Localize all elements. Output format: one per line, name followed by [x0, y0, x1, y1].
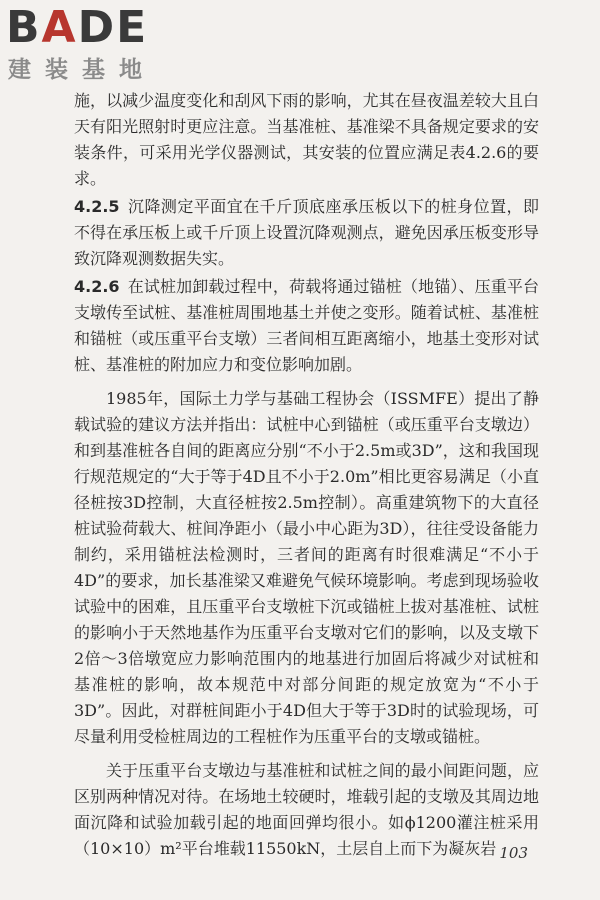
page-number: 103: [499, 844, 528, 862]
section-number: 4.2.6: [74, 277, 120, 296]
paragraph-continuation: [74, 88, 539, 192]
paragraph-issmfe: [74, 386, 539, 750]
section-number: 4.2.5: [74, 197, 120, 216]
paragraph-text: 1985年，国际土力学与基础工程协会（ISSMFE）提出了静载试验的建议方法并指出：试桩中心到锚桩（或压重平台支墩边）和到基准桩各自间的距离应分别“不小于2.5m或3D”，这和我国现行规范规定的“大于等于4D且不小于2.0m”相比更容易满足（小直径桩按3D控制，大直径桩按2.5m控制）。高重建筑物下的大直径桩试验荷载大、桩间净距小（最小中心距为3D），往往受设备能力制约，采用锚桩法检测时，三者间的距离有时很难满足“不小于4D”的要求，加长基准梁又难避免气候环境影响。考虑到现场验收试验中的困难，且压重平台支墩桩下沉或锚桩上拔对基准桩、试桩的影响小于天然地基作为压重平台支墩对它们的影响，以及支墩下2倍～3倍墩宽应力影响范围内的地基进行加固后将减少对试桩和基准桩的影响，故本规范中对部分间距的规定放宽为“不小于3D”。因此，对群桩间距小于4D但大于等于3D时的试验现场，可尽量利用受检桩周边的工程桩作为压重平台的支墩或锚桩。: [74, 389, 539, 746]
paragraph-spacing: [74, 758, 539, 862]
paragraph-text: 沉降测定平面宜在千斤顶底座承压板以下的桩身位置，即不得在承压板上或千斤顶上设置沉降观测点，避免因承压板变形导致沉降观测数据失实。: [74, 197, 539, 268]
paragraph-text: 关于压重平台支墩边与基准桩和试桩之间的最小间距问题，应区别两种情况对待。在场地土较硬时，堆载引起的支墩及其周边地面沉降和试验加载引起的地面回弹均很小。如ϕ1200灌注桩采用（10×10）m²平台堆载11550kN，土层自上而下为凝灰岩: [74, 761, 539, 858]
watermark-logo: [4, 4, 194, 86]
paragraph-4-2-5: [74, 194, 539, 272]
logo-word: BADE: [6, 2, 149, 53]
paragraph-text: 在试桩加卸载过程中，荷载将通过锚桩（地锚）、压重平台支墩传至试桩、基准桩周围地基土并使之变形。随着试桩、基准桩和锚桩（或压重平台支墩）三者间相互距离缩小，地基土变形对试桩、基准桩的附加应力和变位影响加剧。: [74, 277, 539, 374]
paragraph-text: 施，以减少温度变化和刮风下雨的影响，尤其在昼夜温差较大且白天有阳光照射时更应注意。当基准桩、基准梁不具备规定要求的安装条件，可采用光学仪器测试，其安装的位置应满足表4.2.6的要求。: [74, 91, 539, 188]
paragraph-4-2-6: [74, 274, 539, 378]
body-text: [74, 88, 539, 862]
logo-subtitle: 建装基地: [8, 57, 156, 83]
